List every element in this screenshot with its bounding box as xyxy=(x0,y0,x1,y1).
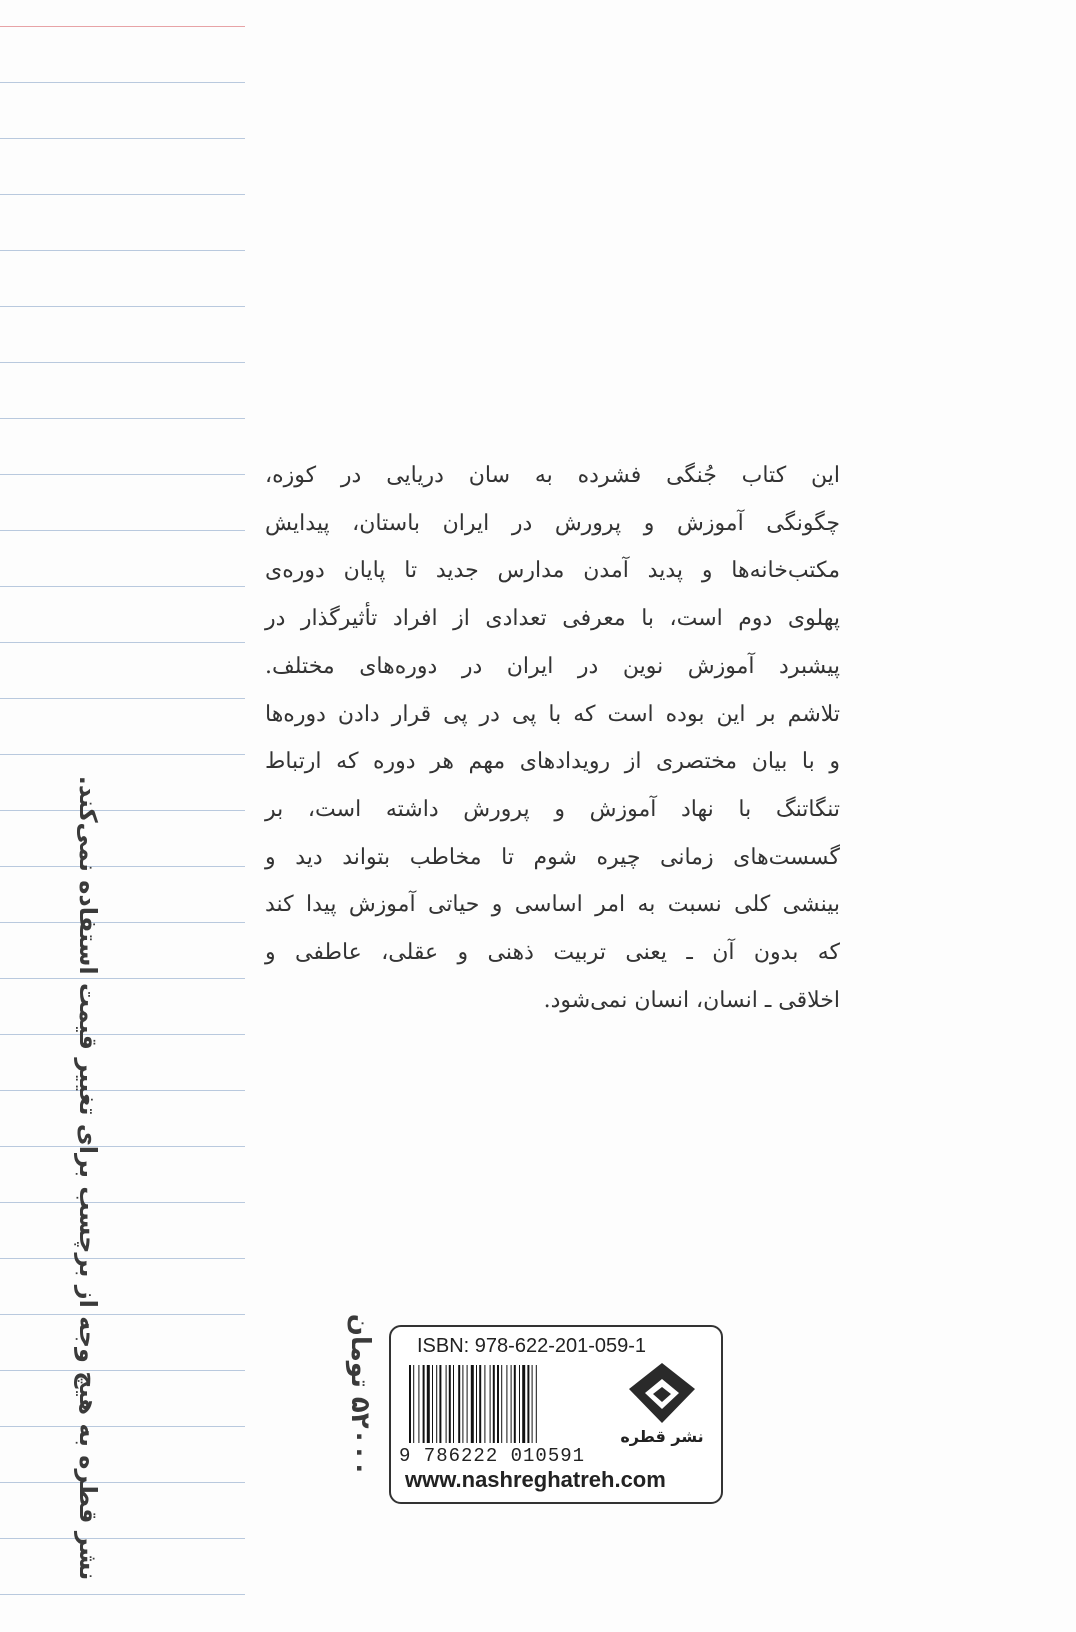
ruled-line xyxy=(0,1034,245,1035)
ruled-line xyxy=(0,698,245,699)
ruled-line xyxy=(0,922,245,923)
ruled-line xyxy=(0,26,245,27)
barcode-bar xyxy=(514,1365,516,1443)
barcode-bar xyxy=(458,1365,460,1443)
ruled-line xyxy=(0,642,245,643)
blurb-line: بینشی کلی نسبت به امر اساسی و حیاتی آموزش پیدا کند xyxy=(265,892,840,918)
barcode-bar xyxy=(413,1365,414,1443)
ruled-line xyxy=(0,250,245,251)
barcode-bar xyxy=(527,1365,529,1443)
ruled-line xyxy=(0,306,245,307)
barcode-bar xyxy=(409,1365,411,1443)
barcode-bar xyxy=(493,1365,495,1443)
ruled-line xyxy=(0,1482,245,1483)
blurb-line: چگونگی آموزش و پرورش در ایران باستان، پیدایش xyxy=(265,510,840,536)
publisher-website: www.nashreghatreh.com xyxy=(405,1467,666,1492)
ruled-line xyxy=(0,1314,245,1315)
ruled-line xyxy=(0,586,245,587)
ruled-line xyxy=(0,82,245,83)
blurb-line: پهلوی دوم است، با معرفی تعدادی از افراد تأثیرگذار در xyxy=(265,606,840,632)
barcode xyxy=(403,1365,615,1445)
ruled-line xyxy=(0,978,245,979)
barcode-bar xyxy=(476,1365,477,1443)
barcode-bar xyxy=(506,1365,507,1443)
barcode-bar xyxy=(462,1365,463,1443)
ruled-line xyxy=(0,754,245,755)
barcode-bar xyxy=(423,1365,425,1443)
blurb-line: مکتب‌خانه‌ها و پدید آمدن مدارس جدید تا پایان دوره‌ی xyxy=(265,558,840,584)
barcode-bar xyxy=(446,1365,447,1443)
publisher-name: نشر قطره xyxy=(620,1427,704,1446)
barcode-bar xyxy=(519,1365,520,1443)
isbn-barcode-box xyxy=(389,1325,723,1504)
barcode-bar xyxy=(501,1365,502,1443)
barcode-bar xyxy=(427,1365,430,1443)
price-label-notice-text: نشر قطره به هیچ وجه از برچسب برای تغییر قیمت استفاده نمی‌کند. xyxy=(74,775,102,1581)
barcode-bar xyxy=(479,1365,481,1443)
barcode-bar xyxy=(522,1365,525,1443)
blurb-line: تنگاتنگ با نهاد آموزش و پرورش داشته است، بر xyxy=(265,796,840,822)
ruled-line xyxy=(0,1090,245,1091)
barcode-bar xyxy=(439,1365,441,1443)
barcode-bar xyxy=(418,1365,419,1443)
isbn-text: ISBN: 978-622-201-059-1 xyxy=(417,1335,647,1357)
blurb-line: که بدون آن ـ یعنی تربیت ذهنی و عقلی، عاطفی و xyxy=(265,940,840,966)
barcode-bar xyxy=(484,1365,485,1443)
ruled-line xyxy=(0,866,245,867)
ruled-line xyxy=(0,1370,245,1371)
blurb-line: گسست‌های زمانی چیره شوم تا مخاطب بتواند دید و xyxy=(265,844,840,870)
barcode-bar xyxy=(467,1365,468,1443)
ruled-line xyxy=(0,194,245,195)
ruled-line xyxy=(0,362,245,363)
price-text: ۵۲۰۰۰ تومان xyxy=(345,1313,375,1477)
barcode-bar xyxy=(532,1365,533,1443)
blurb-line: اخلاقی ـ انسان، انسان نمی‌شود. xyxy=(543,987,840,1013)
ruled-line xyxy=(0,418,245,419)
publisher-logo-icon xyxy=(627,1361,697,1425)
back-cover-blurb xyxy=(265,452,840,1024)
barcode-number: 9 786222 010591 xyxy=(399,1445,586,1467)
ruled-margin xyxy=(0,0,245,1632)
ruled-line xyxy=(0,138,245,139)
barcode-bar xyxy=(436,1365,437,1443)
barcode-bar xyxy=(432,1365,433,1443)
ruled-line xyxy=(0,1426,245,1427)
blurb-line: و با بیان مختصری از رویدادهای مهم هر دوره که ارتباط xyxy=(265,749,840,775)
ruled-line xyxy=(0,810,245,811)
ruled-line xyxy=(0,1202,245,1203)
ruled-line xyxy=(0,1538,245,1539)
ruled-line xyxy=(0,530,245,531)
barcode-bar xyxy=(449,1365,451,1443)
ruled-line xyxy=(0,474,245,475)
blurb-line: پیشبرد آموزش نوین در ایران در دوره‌های مختلف. xyxy=(265,653,840,679)
barcode-bar xyxy=(490,1365,491,1443)
barcode-bar xyxy=(511,1365,512,1443)
barcode-bar xyxy=(497,1365,499,1443)
barcode-bar xyxy=(453,1365,454,1443)
ruled-line xyxy=(0,1258,245,1259)
barcode-bar xyxy=(471,1365,474,1443)
ruled-line xyxy=(0,1594,245,1595)
barcode-bar xyxy=(536,1365,537,1443)
blurb-line: تلاشم بر این بوده است که با پی در پی قرار دادن دوره‌ها xyxy=(265,701,840,727)
blurb-line: این کتاب جُنگی فشرده به سان دریایی در کوزه، xyxy=(265,463,840,488)
ruled-line xyxy=(0,1146,245,1147)
